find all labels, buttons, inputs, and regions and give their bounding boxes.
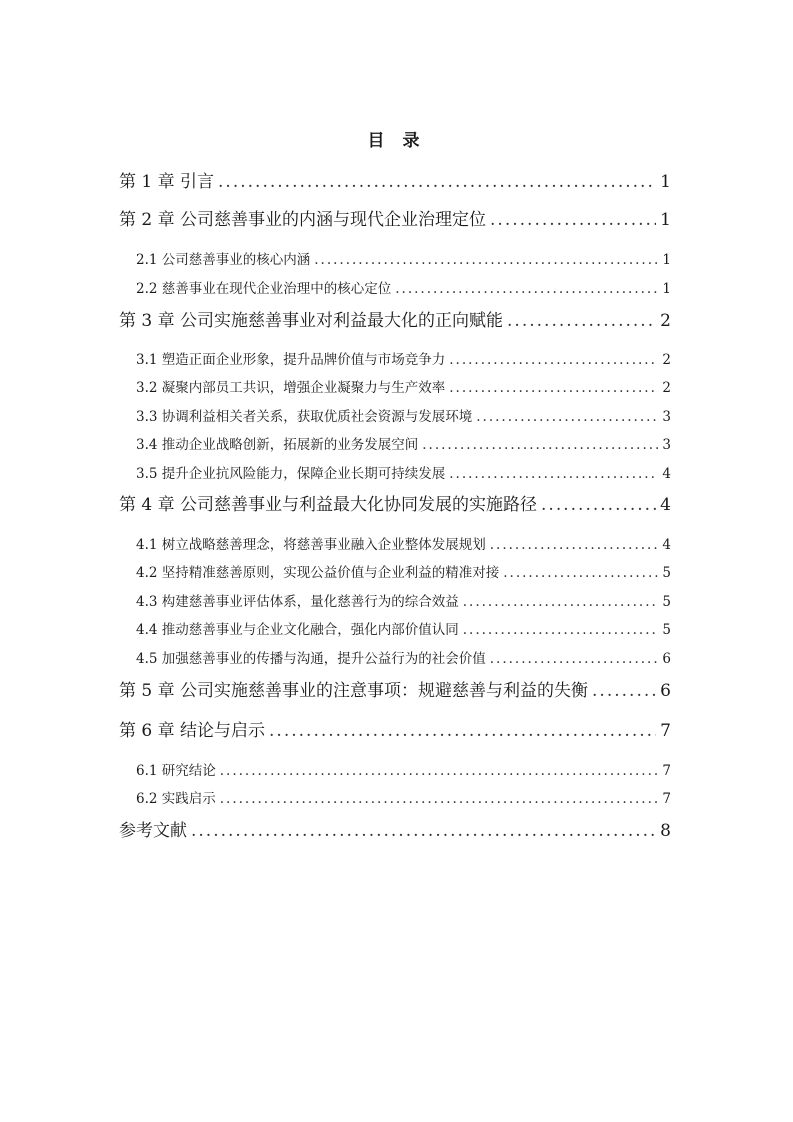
toc-entry[interactable] — [136, 789, 671, 809]
toc-entry-page: 7 — [662, 791, 671, 807]
toc-entry[interactable] — [136, 378, 671, 398]
dot-leader — [476, 407, 658, 427]
toc-entry-page: 7 — [662, 763, 671, 779]
dot-leader — [463, 592, 659, 612]
toc-entry[interactable] — [119, 493, 671, 517]
toc-entry-label: 3.3 协调利益相关者关系，获取优质社会资源与发展环境 — [136, 409, 473, 425]
toc-entry-page: 5 — [662, 594, 671, 610]
dot-leader — [220, 761, 659, 781]
toc-entry[interactable] — [136, 563, 671, 583]
dot-leader — [449, 378, 658, 398]
toc-entry-page: 1 — [660, 210, 671, 230]
toc-entry[interactable] — [136, 649, 671, 669]
dot-leader — [191, 819, 656, 843]
toc-entry-page: 6 — [660, 681, 671, 701]
toc-entry-page: 8 — [660, 821, 671, 841]
dot-leader — [314, 250, 658, 270]
toc-entry-page: 5 — [662, 622, 671, 638]
toc-entry[interactable] — [136, 250, 671, 270]
toc-entry-label: 4.3 构建慈善事业评估体系，量化慈善行为的综合效益 — [136, 594, 459, 610]
toc-entry[interactable] — [136, 350, 671, 370]
toc-entry-page: 1 — [662, 281, 671, 297]
dot-leader — [463, 620, 659, 640]
toc-entry-label: 3.5 提升企业抗风险能力，保障企业长期可持续发展 — [136, 466, 446, 482]
toc-entry[interactable] — [136, 407, 671, 427]
toc-entry-label: 4.2 坚持精准慈善原则，实现公益价值与企业利益的精准对接 — [136, 565, 500, 581]
toc-entry-label: 第 2 章 公司慈善事业的内涵与现代企业治理定位 — [119, 210, 487, 230]
toc-entry-page: 4 — [662, 537, 671, 553]
toc-entry[interactable] — [136, 620, 671, 640]
toc-entry-label: 4.4 推动慈善事业与企业文化融合，强化内部价值认同 — [136, 622, 459, 638]
toc-entry-label: 2.2 慈善事业在现代企业治理中的核心定位 — [136, 281, 392, 297]
toc-entry-label: 第 5 章 公司实施慈善事业的注意事项：规避慈善与利益的失衡 — [119, 681, 589, 701]
toc-entry-label: 第 6 章 结论与启示 — [119, 721, 266, 741]
toc-entry-label: 6.2 实践启示 — [136, 791, 216, 807]
toc-entry-label: 第 4 章 公司慈善事业与利益最大化协同发展的实施路径 — [119, 495, 538, 515]
toc-entry[interactable] — [119, 208, 671, 232]
dot-leader — [449, 350, 658, 370]
dot-leader — [592, 679, 656, 703]
toc-entry-page: 1 — [660, 172, 671, 192]
toc-entry-label: 参考文献 — [119, 821, 187, 841]
dot-leader — [220, 789, 659, 809]
toc-entry-page: 5 — [662, 565, 671, 581]
toc-entry[interactable] — [136, 535, 671, 555]
toc-entry-label: 3.2 凝聚内部员工共识，增强企业凝聚力与生产效率 — [136, 380, 446, 396]
toc-entry[interactable] — [119, 819, 671, 843]
toc-entry[interactable] — [136, 279, 671, 299]
toc-entry-label: 第 3 章 公司实施慈善事业对利益最大化的正向赋能 — [119, 311, 504, 331]
dot-leader — [449, 464, 658, 484]
toc-entry-page: 2 — [662, 352, 671, 368]
toc-entry-page: 3 — [662, 437, 671, 453]
toc-entry[interactable] — [119, 170, 671, 194]
toc-title: 目 录 — [367, 131, 426, 151]
toc-entry[interactable] — [136, 464, 671, 484]
dot-leader — [218, 170, 656, 194]
dot-leader — [422, 435, 658, 455]
toc-entry[interactable] — [136, 592, 671, 612]
dot-leader — [490, 649, 659, 669]
toc-entry-label: 4.5 加强慈善事业的传播与沟通，提升公益行为的社会价值 — [136, 651, 486, 667]
toc-entry-label: 4.1 树立战略慈善理念，将慈善事业融入企业整体发展规划 — [136, 537, 486, 553]
dot-leader — [269, 719, 656, 743]
toc-entry-page: 4 — [662, 466, 671, 482]
dot-leader — [541, 493, 656, 517]
toc-entry[interactable] — [119, 719, 671, 743]
toc-entry-label: 2.1 公司慈善事业的核心内涵 — [136, 252, 311, 268]
dot-leader — [490, 535, 659, 555]
toc-entry-page: 7 — [660, 721, 671, 741]
toc-entry-label: 3.4 推动企业战略创新，拓展新的业务发展空间 — [136, 437, 419, 453]
toc-entry[interactable] — [119, 309, 671, 333]
dot-leader — [503, 563, 658, 583]
toc-entry-page: 4 — [660, 495, 671, 515]
toc-entry-page: 6 — [662, 651, 671, 667]
toc-entry-page: 1 — [662, 252, 671, 268]
toc-entry[interactable] — [136, 435, 671, 455]
dot-leader — [507, 309, 656, 333]
toc-entry-page: 2 — [662, 380, 671, 396]
toc-entry-label: 3.1 塑造正面企业形象，提升品牌价值与市场竞争力 — [136, 352, 446, 368]
toc-entry-label: 6.1 研究结论 — [136, 763, 216, 779]
toc-entry-page: 3 — [662, 409, 671, 425]
toc-entry[interactable] — [119, 679, 671, 703]
toc-entry-label: 第 1 章 引言 — [119, 172, 215, 192]
dot-leader — [490, 208, 656, 232]
dot-leader — [395, 279, 658, 299]
toc-entry-page: 2 — [660, 311, 671, 331]
toc-entry[interactable] — [136, 761, 671, 781]
